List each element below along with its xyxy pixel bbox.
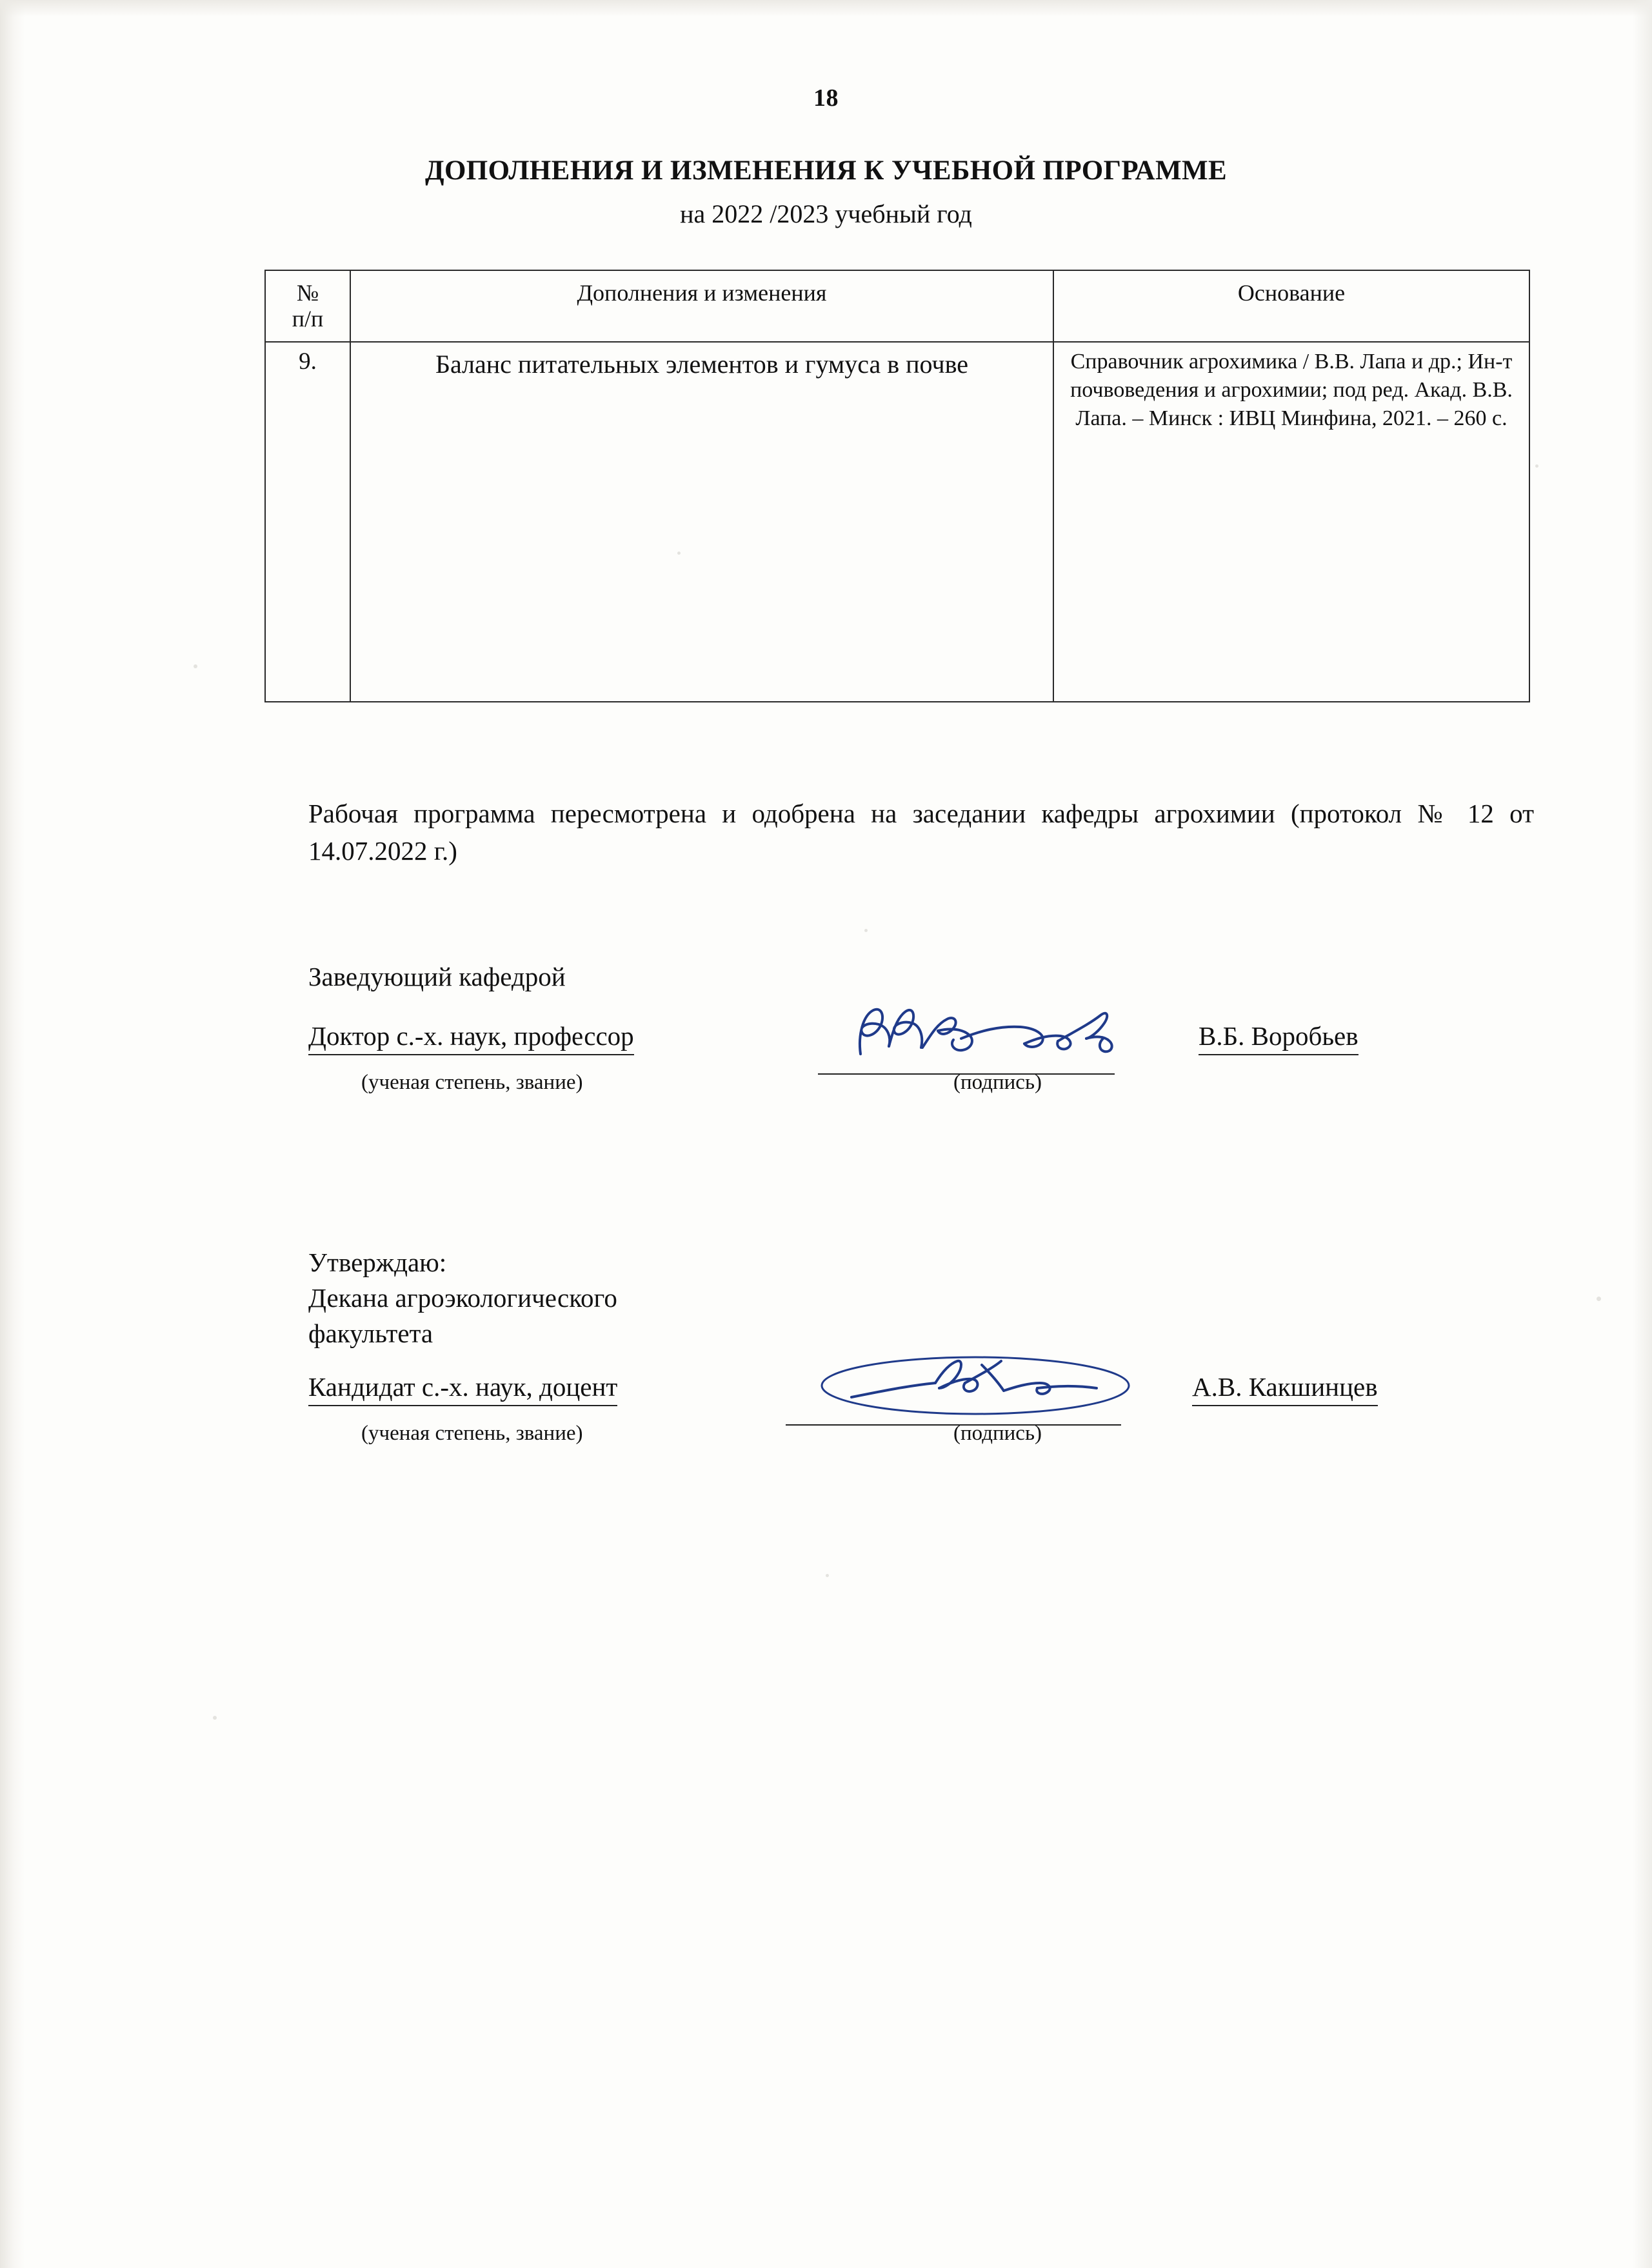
table-header-number-line1: № — [296, 280, 319, 306]
approve-line-3: факультета — [308, 1318, 433, 1348]
table-cell-changes: Баланс питательных элементов и гумуса в почве — [350, 342, 1053, 702]
table-row — [265, 342, 1529, 702]
approve-line-1: Утверждаю: — [308, 1248, 447, 1277]
table-header-number — [265, 270, 350, 342]
table-header-number-line2: п/п — [292, 306, 324, 332]
table-header-basis: Основание — [1053, 270, 1529, 342]
head-of-department-label: Заведующий кафедрой — [308, 962, 566, 991]
table-cell-number: 9. — [265, 342, 350, 702]
approve-block — [308, 1245, 617, 1351]
signature-rank-first: Доктор с.-х. наук, профессор — [308, 1020, 634, 1055]
signature-rank-second: Кандидат с.-х. наук, доцент — [308, 1371, 617, 1406]
table-cell-basis: Справочник агрохимика / В.В. Лапа и др.; Ин-т почвоведения и агрохимии; под ред. Акад. В.В. Лапа. – Минск : ИВЦ Минфина, 2021. – 260 с. — [1053, 342, 1529, 702]
signature-rank-caption-first: (ученая степень, звание) — [361, 1071, 583, 1094]
page-title: ДОПОЛНЕНИЯ И ИЗМЕНЕНИЯ К УЧЕБНОЙ ПРОГРАММЕ — [424, 155, 1228, 186]
page-number: 18 — [813, 85, 839, 112]
table-header-row — [265, 270, 1529, 342]
approval-paragraph: Рабочая программа пересмотрена и одобрена на заседании кафедры агрохимии (протокол № 12 от 14.07.2022 г.) — [308, 799, 1534, 866]
approve-line-2: Декана агроэкологического — [308, 1282, 617, 1313]
changes-table — [264, 270, 1530, 702]
signature-caption-first: (подпись) — [953, 1071, 1042, 1094]
page-subtitle: на 2022 /2023 учебный год — [680, 199, 972, 228]
signature-name-first: В.Б. Воробьев — [1199, 1020, 1358, 1055]
signature-name-second: А.В. Какшинцев — [1192, 1371, 1378, 1406]
table-header-changes: Дополнения и изменения — [350, 270, 1053, 342]
signature-caption-second: (подпись) — [953, 1422, 1042, 1445]
signature-rank-caption-second: (ученая степень, звание) — [361, 1422, 583, 1445]
